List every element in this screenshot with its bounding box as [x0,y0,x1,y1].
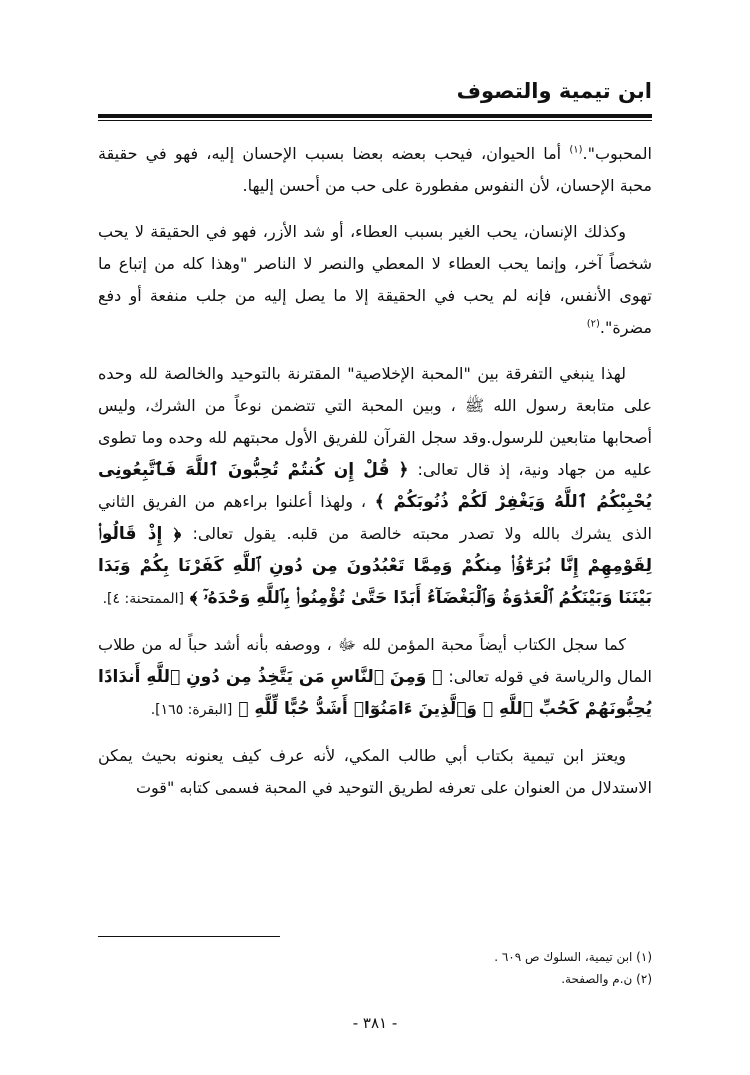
header-rule-thin [98,120,652,121]
footnote-2: (٢) ن.م والصفحة. [561,972,652,986]
paragraph-2: وكذلك الإنسان، يحب الغير بسبب العطاء، أو شد الأزر، فهو في الحقيقة لا يحب شخصاً آخر، وإنما يحب العطاء لا المعطي والنصر لا الناصر "وهذا كله من إتباع ما تهوى الأنفس، فإنه لم يحب في الحقيقة إلا ما يصل إليه من جلب منفعة أو دفع مضرة".$^{(٢)}$ [98,222,652,337]
verse-reference-2: [البقرة: ١٦٥]. [150,702,233,718]
paragraph-5: ويعتز ابن تيمية بكتاب أبي طالب المكي، لأنه عرف كيف يعنونه بحيث يمكن الاستدلال من العنوان على تعرفه لطريق التوحيد في المحبة فسمى كتابه "قوت [98,746,652,797]
footnote-1: (١) ابن تيمية، السلوك ص ٦٠٩ . [494,950,652,964]
quran-verse-1: ﴿ قُلْ إِن كُنتُمْ تُحِبُّونَ ٱللَّهَ فَٱتَّبِعُونِى يُحْبِبْكُمُ ٱللَّهُ وَيَغْفِرْ لَكُمْ ذُنُوبَكُمْ ﴾ [98,460,653,512]
header-rule-thick [98,114,652,118]
footnotes [98,946,652,990]
verse-reference-1: [الممتحنة: ٤]. [102,591,185,607]
page-body [98,138,652,818]
footnote-ref-1: (١) [569,144,583,156]
footnote-separator [98,936,280,937]
paragraph-1: المحبوب".$^{(١)}$ أما الحيوان، فيحب بعضه بعضا بسبب الإحسان إليه، فهو في حقيقة محبة الإحسان، لأن النفوس مفطورة على حب من أحسن إليها. [98,144,652,195]
paragraph-4: كما سجل الكتاب أيضاً محبة المؤمن لله ﷻ ، ووصفه بأنه أشد حباً له من طلاب المال والرياسة في قوله تعالى: ﴿ وَمِنَ ٱلنَّاسِ مَن يَتَّخِذُ مِن دُونِ ٱللَّهِ أَندَادًا يُحِبُّونَهُمْ كَحُبِّ ٱللَّهِ ۖ وَٱلَّذِينَ ءَامَنُوٓا۟ أَشَدُّ حُبًّا لِّلَّهِ ﴾ [البقرة: ١٦٥]. [98,635,653,719]
quran-verse-3: ﴿ وَمِنَ ٱلنَّاسِ مَن يَتَّخِذُ مِن دُونِ ٱللَّهِ أَندَادًا يُحِبُّونَهُمْ كَحُبِّ ٱللَّهِ ۖ وَٱلَّذِينَ ءَامَنُوٓا۟ أَشَدُّ حُبًّا لِّلَّهِ ﴾ [98,667,652,719]
footnote-ref-2: (٢) [586,318,600,330]
running-header-title: ابن تيمية والتصوف [456,79,652,103]
quran-verse-2: ﴿ إِذْ قَالُوا۟ لِقَوْمِهِمْ إِنَّا بُرَءَٰٓؤُا۟ مِنكُمْ وَمِمَّا تَعْبُدُونَ مِن دُونِ ٱللَّهِ كَفَرْنَا بِكُمْ وَبَدَا بَيْنَنَا وَبَيْنَكُمُ ٱلْعَدَٰوَةُ وَٱلْبَغْضَآءُ أَبَدًا حَتَّىٰ تُؤْمِنُوا۟ بِٱللَّهِ وَحْدَهُۥٓ ﴾ [98,524,652,608]
paragraph-3: لهذا ينبغي التفرقة بين "المحبة الإخلاصية" المقترنة بالتوحيد والخالصة لله وحده على متابعة رسول الله ﷺ ، وبين المحبة التي تتضمن نوعاً من الشرك، وليس أصحابها متابعين للرسول.وقد سجل القرآن للفريق الأول محبتهم لله وحده وما تطوى عليه من جهاد ونية، إذ قال تعالى: ﴿ قُلْ إِن كُنتُمْ تُحِبُّونَ ٱللَّهَ فَٱتَّبِعُونِى يُحْبِبْكُمُ ٱللَّهُ وَيَغْفِرْ لَكُمْ ذُنُوبَكُمْ ﴾ ، ولهذا أعلنوا براءهم من الفريق الثاني الذى يشرك بالله ولا تصدر محبته خالصة من قلبه. يقول تعالى: ﴿ إِذْ قَالُوا۟ لِقَوْمِهِمْ إِنَّا بُرَءَٰٓؤُا۟ مِنكُمْ وَمِمَّا تَعْبُدُونَ مِن دُونِ ٱللَّهِ كَفَرْنَا بِكُمْ وَبَدَا بَيْنَنَا وَبَيْنَكُمُ ٱلْعَدَٰوَةُ وَٱلْبَغْضَآءُ أَبَدًا حَتَّىٰ تُؤْمِنُوا۟ بِٱللَّهِ وَحْدَهُۥٓ ﴾ [الممتحنة: ٤]. [98,364,653,608]
page-number: - ٣٨١ - [352,1014,398,1032]
